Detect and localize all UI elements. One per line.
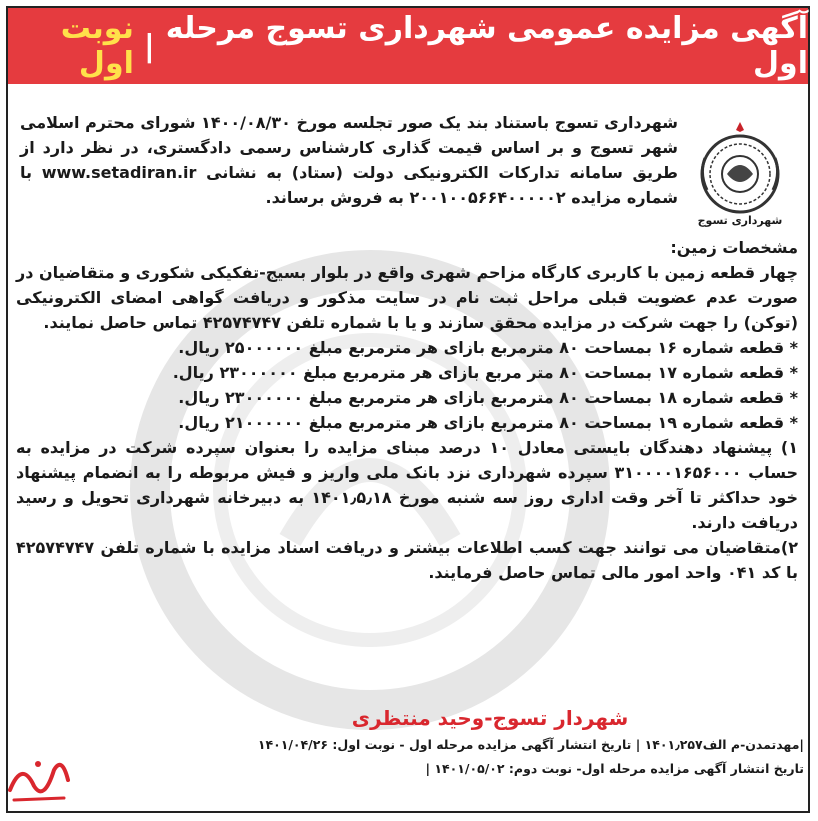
footer-line-1: |مهدتمدن-م الف۱۴۰۱٫۲۵۷ | تاریخ انتشار آگهی مزایده مرحله اول - نوبت اول: ۱۴۰۱/۰۴/۲۶ bbox=[257, 737, 804, 752]
lot-text: قطعه شماره ۱۹ بمساحت ۸۰ مترمربع بازای هر مترمربع مبلغ ۲۱۰۰۰۰۰۰ ریال. bbox=[178, 413, 785, 432]
lot-text: قطعه شماره ۱۸ بمساحت ۸۰ مترمربع بازای هر مترمربع مبلغ ۲۳۰۰۰۰۰۰ ریال. bbox=[178, 388, 785, 407]
intro-paragraph: شهرداری تسوج باستناد بند یک صور تجلسه مورخ ۱۴۰۰/۰۸/۳۰ شورای محترم اسلامی شهر تسوج و بر اساس قیمت گذاری کارشناس رسمی دادگستری، در نظر دارد از طریق سامانه تدارکات الکترونیکی دولت (ستاد) به نشانی www.setadiran.ir با شماره مزایده ۲۰۰۱۰۰۵۶۶۴۰۰۰۰۰۲ به فروش برساند. bbox=[20, 113, 678, 207]
signature: شهردار تسوج-وحید منتظری bbox=[351, 706, 629, 730]
lot-item bbox=[16, 335, 798, 360]
notice-body bbox=[16, 235, 798, 585]
lot-bullet: * bbox=[789, 363, 798, 382]
specs-text: چهار قطعه زمین با کاربری کارگاه مزاحم شهری واقع در بلوار بسیج-تفکیکی شکوری و متقاضیان در صورت عدم عضویت قبلی مراحل ثبت نام در سایت مذکور و دریافت گواهی امضای الکترونیکی (توکن) را جهت شرکت در مزایده محقق سازند و یا با شماره تلفن ۴۲۵۷۴۷۴۷ تماس حاصل نمایند. bbox=[16, 263, 798, 332]
lot-bullet: * bbox=[789, 413, 798, 432]
condition-1: ۱) پیشنهاد دهندگان بایستی معادل ۱۰ درصد مبنای مزایده را بعنوان سپرده شرکت در مزایده به حساب ۳۱۰۰۰۰۱۶۵۶۰۰۰ سپرده شهرداری نزد بانک ملی واریز و فیش مربوطه را به انضمام پیشنهاد خود حداکثر تا آخر وقت اداری روز سه شنبه مورخ ۱۴۰۱٫۵٫۱۸ به دبیرخانه شهرداری تحویل و رسید دریافت دارند. bbox=[16, 438, 799, 532]
notice-title: آگهی مزایده عمومی شهرداری تسوج مرحله اول bbox=[165, 11, 808, 81]
specs-heading: مشخصات زمین: bbox=[670, 238, 798, 257]
lot-item bbox=[16, 385, 798, 410]
lot-text: قطعه شماره ۱۷ بمساحت ۸۰ متر مربع بازای هر مترمربع مبلغ ۲۳۰۰۰۰۰۰ ریال. bbox=[172, 363, 785, 382]
seal-emblem-icon bbox=[695, 118, 785, 218]
seal-caption: شهرداری تسوج bbox=[697, 214, 783, 227]
lot-item bbox=[16, 410, 798, 435]
municipality-seal bbox=[690, 118, 790, 238]
footer-line-2: تاریخ انتشار آگهی مزایده مرحله اول- نوبت دوم: ۱۴۰۱/۰۵/۰۲ | bbox=[425, 761, 804, 776]
notice-header bbox=[8, 8, 808, 84]
header-separator: | bbox=[143, 28, 155, 64]
lot-text: قطعه شماره ۱۶ بمساحت ۸۰ مترمربع بازای هر مترمربع مبلغ ۲۵۰۰۰۰۰۰ ریال. bbox=[178, 338, 785, 357]
lot-item bbox=[16, 360, 798, 385]
condition-2: ۲)متقاضیان می توانند جهت کسب اطلاعات بیشتر و دریافت اسناد مزایده با شماره تلفن ۴۲۵۷۴۷۴۷ با کد ۰۴۱ واحد امور مالی تماس حاصل فرمایند. bbox=[16, 538, 798, 582]
notice-round: نوبت اول bbox=[60, 11, 134, 81]
newspaper-logo-icon bbox=[4, 740, 74, 810]
lot-bullet: * bbox=[789, 338, 798, 357]
lot-bullet: * bbox=[789, 388, 798, 407]
